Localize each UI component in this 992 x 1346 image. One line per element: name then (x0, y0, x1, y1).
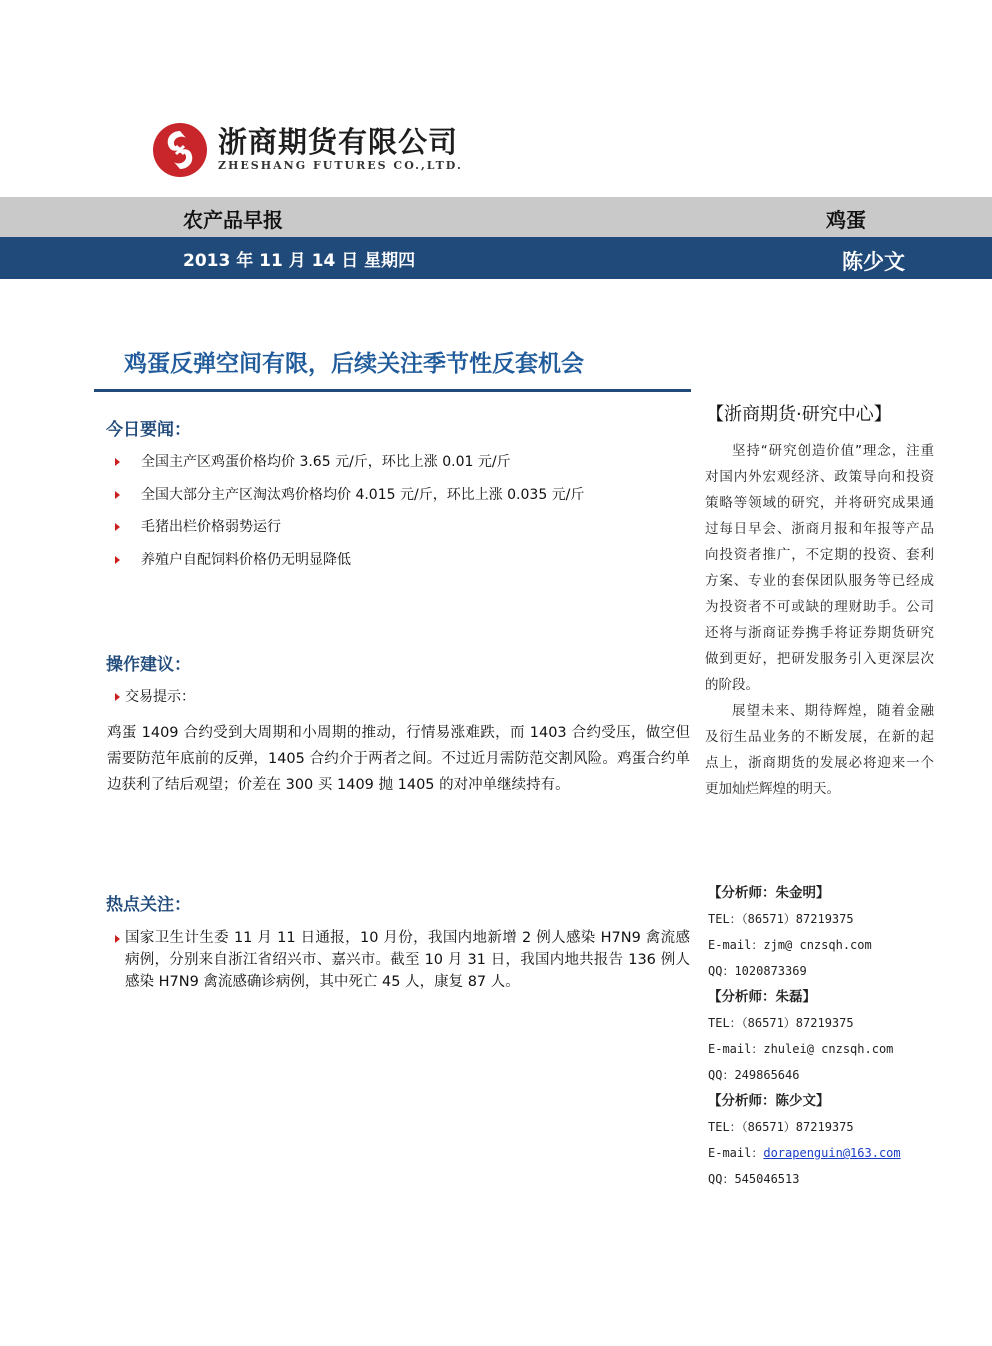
bullet-triangle-icon (115, 491, 120, 499)
headline-divider (94, 389, 691, 392)
news-item: 全国主产区鸡蛋价格均价 3.65 元/斤，环比上涨 0.01 元/斤 (112, 452, 682, 485)
analyst-email: E-mail：zhulei@ cnzsqh.com (708, 1042, 894, 1056)
news-item: 养殖户自配饲料价格仍无明显降低 (112, 550, 682, 583)
research-center-title: 【浙商期货·研究中心】 (706, 404, 892, 425)
bullet-triangle-icon (115, 693, 120, 701)
bullet-triangle-icon (115, 935, 120, 943)
report-type: 农产品早报 (183, 208, 283, 232)
news-item: 毛猪出栏价格弱势运行 (112, 517, 682, 550)
advice-section-title: 操作建议： (106, 655, 191, 675)
news-item: 全国大部分主产区淘汰鸡价格均价 4.015 元/斤，环比上涨 0.035 元/斤 (112, 485, 682, 518)
analyst-tel: TEL：（86571）87219375 (708, 912, 854, 926)
analyst-qq: QQ：545046513 (708, 1172, 800, 1186)
bullet-triangle-icon (115, 458, 120, 466)
hot-topic-text: 国家卫生计生委 11 月 11 日通报，10 月份，我国内地新增 2 例人感染 H7N9 禽流感病例，分别来自浙江省绍兴市、嘉兴市。截至 10 月 31 日，我国内地共报告 136 例人感染 H7N9 禽流感确诊病例，其中死亡 45 人，康复 87 人。 (112, 927, 690, 993)
intro-paragraph: 坚持“研究创造价值”理念，注重对国内外宏观经济、政策导向和投资策略等领域的研究，并将研究成果通过每日早会、浙商月报和年报等产品向投资者推广，不定期的投资、套利方案、专业的套保团队服务等已经成为投资者不可或缺的理财助手。公司还将与浙商证券携手将证券期货研究做到更好，把研发服务引入更深层次的阶段。 (705, 443, 934, 693)
company-logo-icon (152, 122, 208, 178)
analyst-tel: TEL：（86571）87219375 (708, 1120, 854, 1134)
report-date: 2013 年 11 月 14 日 星期四 (183, 251, 416, 271)
analyst-qq: QQ：249865646 (708, 1068, 800, 1082)
analyst-email: E-mail：zjm@ cnzsqh.com (708, 938, 872, 952)
analyst-email-link[interactable]: dorapenguin@163.com (763, 1146, 901, 1160)
email-label: E-mail： (708, 1146, 764, 1160)
trading-tip (112, 687, 195, 707)
news-section-title: 今日要闻： (106, 420, 191, 440)
hot-section-title: 热点关注： (106, 895, 191, 915)
commodity-label: 鸡蛋 (826, 208, 866, 232)
company-name-en: ZHESHANG FUTURES CO.,LTD. (218, 159, 463, 172)
analyst-email (708, 1140, 968, 1166)
analyst-name-header: 陈少文 (842, 250, 905, 274)
company-name-cn: 浙商期货有限公司 (218, 125, 459, 159)
trading-tip-label: 交易提示： (125, 689, 195, 705)
intro-paragraph: 展望未来、期待辉煌，随着金融及衍生品业务的不断发展，在新的起点上，浙商期货的发展必将迎来一个更加灿烂辉煌的明天。 (705, 703, 934, 797)
bullet-triangle-icon (115, 556, 120, 564)
news-list (112, 452, 682, 582)
analyst-name: 【分析师：朱金明】 (708, 885, 830, 901)
analyst-contacts (708, 880, 968, 1192)
analyst-name: 【分析师：陈少文】 (708, 1093, 830, 1109)
bullet-triangle-icon (115, 523, 120, 531)
analyst-tel: TEL：（86571）87219375 (708, 1016, 854, 1030)
advice-text: 鸡蛋 1409 合约受到大周期和小周期的推动，行情易涨难跌，而 1403 合约受压，做空但需要防范年底前的反弹，1405 合约介于两者之间。不过近月需防范交割风险。鸡蛋合约单边获利了结后观望；价差在 300 买 1409 抛 1405 的对冲单继续持有。 (107, 725, 690, 793)
headline: 鸡蛋反弹空间有限，后续关注季节性反套机会 (124, 351, 584, 377)
research-center-intro (705, 438, 934, 802)
analyst-name: 【分析师：朱磊】 (708, 989, 816, 1005)
analyst-qq: QQ：1020873369 (708, 964, 807, 978)
